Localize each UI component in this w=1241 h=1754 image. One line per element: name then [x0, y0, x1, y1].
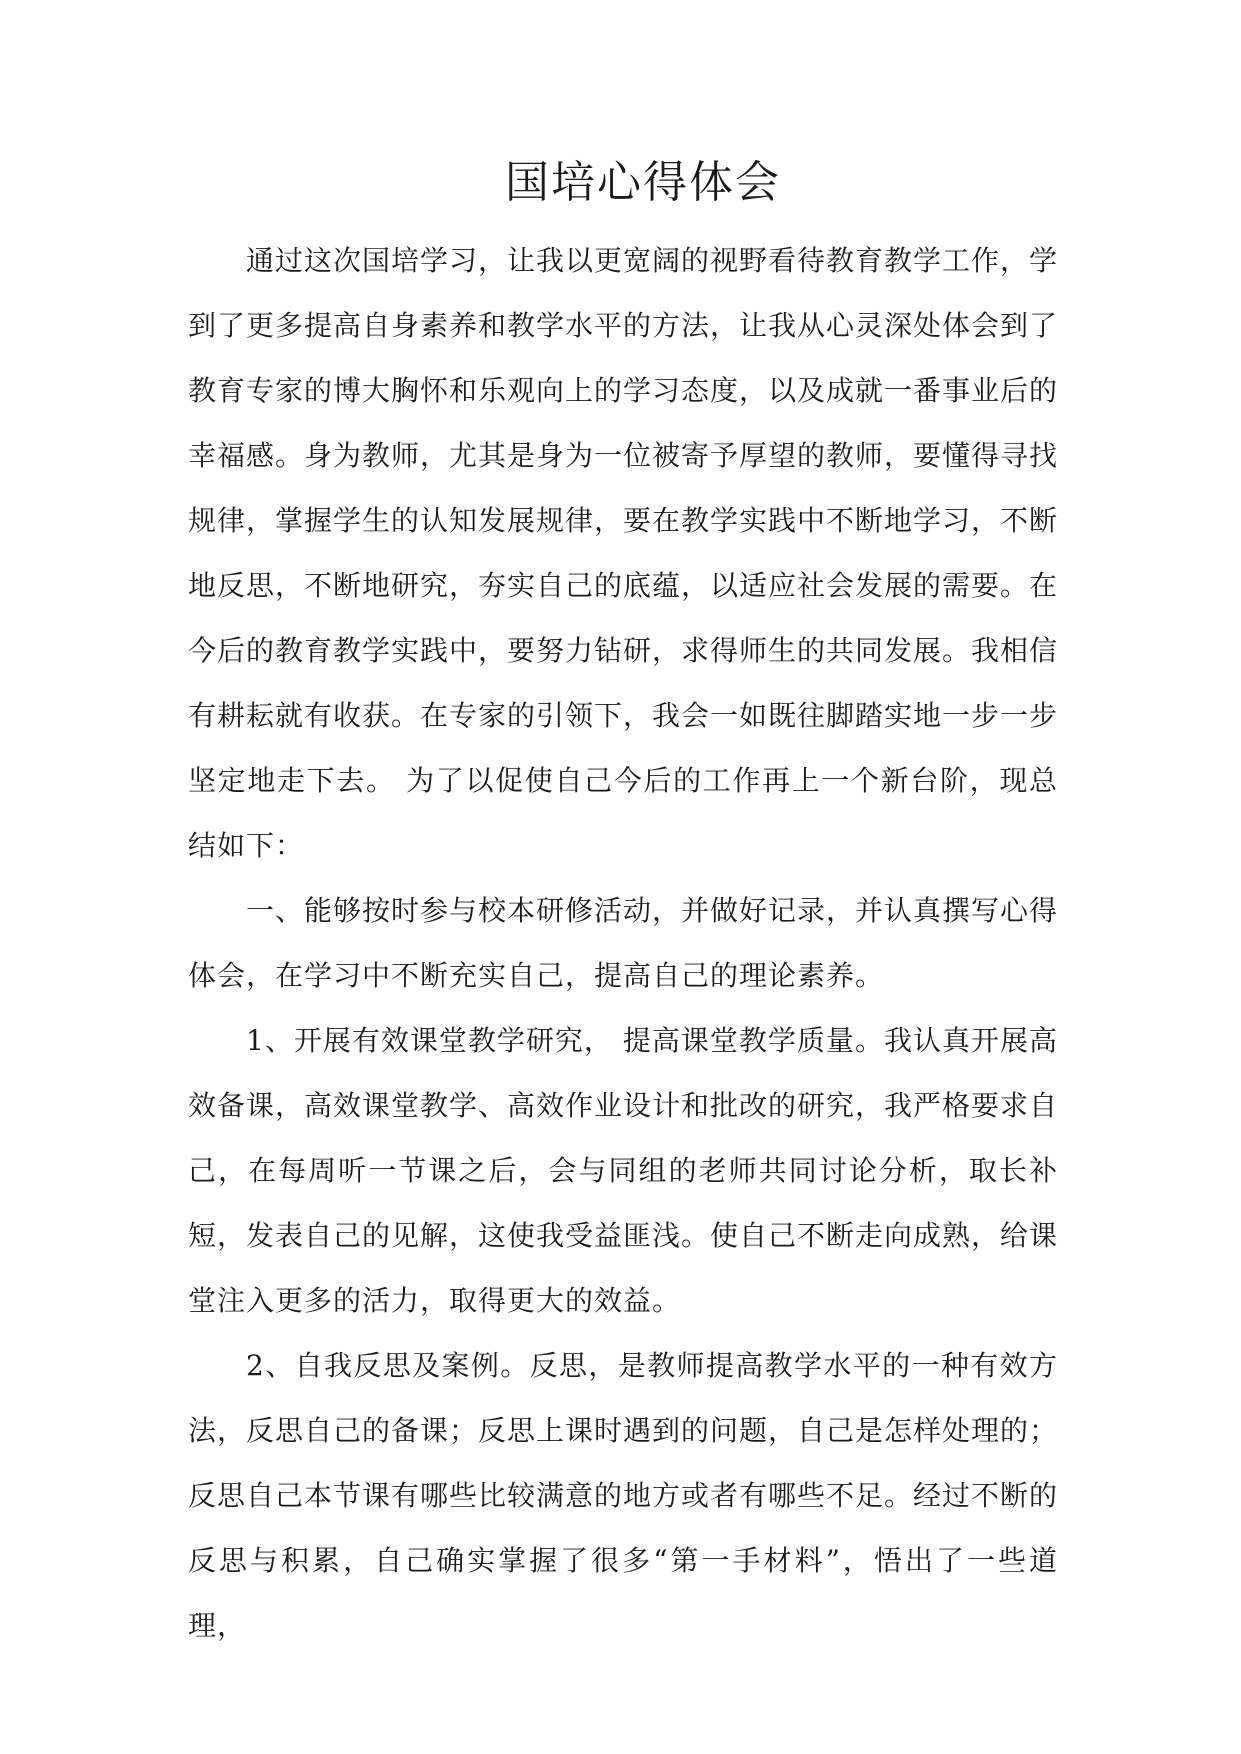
document-title: 国培心得体会 [505, 157, 781, 208]
paragraph-item-1: 1、开展有效课堂教学研究， 提高课堂教学质量。我认真开展高效备课，高效课堂教学、高效作业设计和批改的研究，我严格要求自己，在每周听一节课之后，会与同组的老师共同讨论分析，取长补短，发表自己的见解，这使我受益匪浅。使自己不断走向成熟，给课堂注入更多的活力，取得更大的效益。 [188, 1024, 1059, 1317]
paragraph-item-2: 2、自我反思及案例。反思，是教师提高教学水平的一种有效方法，反思自己的备课；反思上课时遇到的问题，自己是怎样处理的；反思自己本节课有哪些比较满意的地方或者有哪些不足。经过不断的反思与积累，自己确实掌握了很多“第一手材料”，悟出了一些道理， [188, 1349, 1059, 1642]
document-page [188, 148, 1058, 1658]
paragraph-section-one: 一、能够按时参与校本研修活动，并做好记录，并认真撰写心得体会，在学习中不断充实自己，提高自己的理论素养。 [188, 894, 1059, 992]
paragraph-intro: 通过这次国培学习，让我以更宽阔的视野看待教育教学工作，学到了更多提高自身素养和教学水平的方法，让我从心灵深处体会到了教育专家的博大胸怀和乐观向上的学习态度，以及成就一番事业后的幸福感。身为教师，尤其是身为一位被寄予厚望的教师，要懂得寻找规律，掌握学生的认知发展规律，要在教学实践中不断地学习，不断地反思，不断地研究，夯实自己的底蕴，以适应社会发展的需要。在今后的教育教学实践中，要努力钻研，求得师生的共同发展。我相信有耕耘就有收获。在专家的引领下，我会一如既往脚踏实地一步一步坚定地走下去。 为了以促使自己今后的工作再上一个新台阶，现总结如下： [188, 244, 1059, 862]
